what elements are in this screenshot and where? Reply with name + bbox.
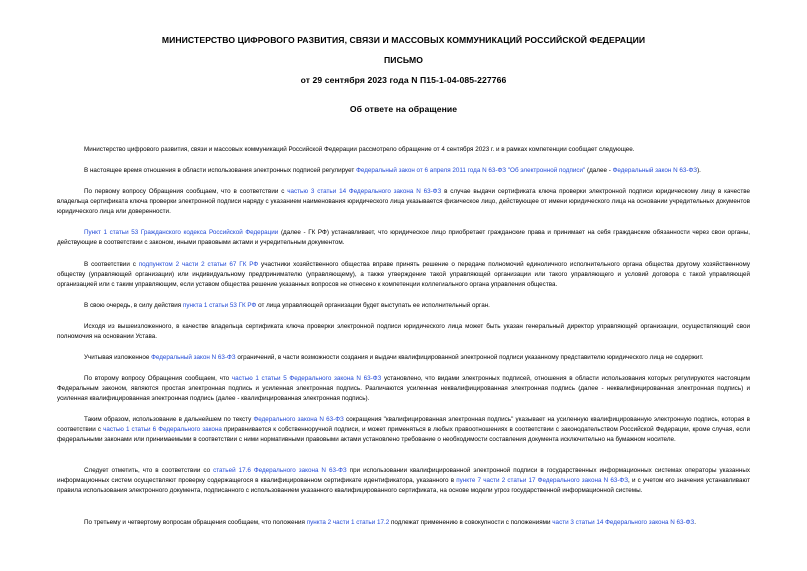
legal-reference-link[interactable]: частью 3 статьи 14 Федерального закона N 63-ФЗ	[287, 188, 442, 195]
paragraph	[57, 187, 750, 217]
paragraph-text: Исходя из вышеизложенного, в качестве владельца сертификата ключа проверки электронной подписи юридического лица может быть указан генеральный директор управляющей организации, осуществляющий свои полномочия на основании Устава.	[57, 323, 750, 340]
paragraph	[57, 166, 750, 176]
legal-reference-link[interactable]: частью 1 статьи 5 Федерального закона N 63-ФЗ	[231, 375, 382, 382]
paragraph-text: подлежат применению в совокупности с положениями	[389, 519, 553, 526]
paragraph-text: По первому вопросу Обращения сообщаем, что в соответствии с	[84, 188, 288, 195]
legal-reference-link[interactable]: статьей 17.6 Федерального закона N 63-ФЗ	[213, 467, 347, 474]
legal-reference-link[interactable]: Пункт 1 статьи 53 Гражданского кодекса Российской Федерации	[84, 229, 279, 236]
paragraph-text: ограничений, в части возможности создания и выдачи квалифицированной электронной подписи указанному представителю юридического лица не содержит.	[235, 354, 704, 361]
paragraph-text: (далее - ГК РФ) устанавливает, что юридическое лицо приобретает гражданские права и принимает на себя гражданские обязанности через свои органы, действующие в соответствии с законом, иными правовыми актами и учредительным документом.	[57, 229, 750, 246]
legal-reference-link[interactable]: Федеральный закон N 63-ФЗ	[151, 354, 236, 361]
paragraph-text: Учитывая изложенное	[84, 354, 152, 361]
paragraph-text: Таким образом, использование в дальнейшем по тексту	[84, 416, 254, 423]
paragraph-text: В настоящее время отношения в области использования электронных подписей регулирует	[84, 167, 357, 174]
paragraph	[57, 301, 750, 311]
paragraph-text: сокращения "квалифицированная электронная подпись" указывает на усиленную квалифицированную электронную подпись, которая в соответствии с	[57, 416, 750, 433]
paragraph	[57, 518, 750, 528]
paragraph-text: По третьему и четвертому вопросам обращения сообщаем, что положения	[84, 519, 307, 526]
paragraph	[57, 466, 750, 496]
legal-reference-link[interactable]: части 3 статьи 14 Федерального закона N 63-ФЗ	[552, 519, 695, 526]
paragraph-text: участники хозяйственного общества вправе принять решение о передаче полномочий единоличного исполнительного органа общества другому хозяйственному обществу (управляющей организации) или индивидуальному предпринимателю (управляющему), а также утверждение такой управляющей организации или такого управляющего и условий договора с такой управляющей организацией или с таким управляющим, если уставом общества решение указанных вопросов не отнесено к компетенции коллегиального органа управления общества.	[57, 261, 751, 288]
paragraph-text: В свою очередь, в силу действия	[84, 302, 183, 309]
legal-reference-link[interactable]: пункте 7 части 2 статьи 17 Федерального закона N 63-ФЗ	[456, 477, 629, 484]
document-date-number: от 29 сентября 2023 года N П15-1-04-085-227766	[300, 75, 507, 85]
paragraph	[57, 353, 750, 363]
paragraph-text: , и с учетом его значения устанавливают правила использования электронного документа, подписанного с использованием указанного квалифицированного сертификата, на основе модели угроз государственной информационной системы.	[57, 477, 751, 494]
paragraph	[57, 260, 750, 290]
paragraph	[57, 322, 750, 342]
paragraph-text: (далее -	[585, 167, 613, 174]
paragraph	[57, 145, 750, 155]
paragraph-text: от лица управляющей организации будет выступать ее исполнительный орган.	[256, 302, 490, 309]
paragraph	[57, 415, 750, 445]
document-type: ПИСЬМО	[384, 55, 423, 65]
paragraph-text: установлено, что видами электронных подписей, отношения в области использования которых регулируются настоящим Федеральным законом, являются простая электронная подпись и усиленная электронная подпись. Различаются усиленная неквалифицированная электронная подпись (далее - неквалифицированная электронная подпись) и усиленная квалифицированная электронная подпись (далее - квалифицированная электронная подпись).	[57, 375, 751, 402]
paragraph-text: при использовании квалифицированной электронной подписи в государственных информационных системах операторы указанных информационных систем осуществляют проверку содержащегося в квалифицированном сертификате идентификатора, указанного в	[57, 467, 750, 484]
ministry-heading: МИНИСТЕРСТВО ЦИФРОВОГО РАЗВИТИЯ, СВЯЗИ И МАССОВЫХ КОММУНИКАЦИЙ РОССИЙСКОЙ ФЕДЕРАЦИИ	[161, 35, 646, 45]
paragraph	[57, 228, 750, 248]
legal-reference-link[interactable]: пункта 2 части 1 статьи 17.2	[306, 519, 390, 526]
paragraph-text: .	[694, 519, 696, 526]
legal-reference-link[interactable]: пункта 1 статьи 53 ГК РФ	[182, 302, 257, 309]
document-subject: Об ответе на обращение	[349, 104, 458, 114]
legal-reference-link[interactable]: подпунктом 2 части 2 статьи 67 ГК РФ	[138, 261, 259, 268]
legal-reference-link[interactable]: частью 1 статьи 6 Федерального закона	[103, 426, 222, 433]
legal-reference-link[interactable]: Федеральный закон от 6 апреля 2011 года N 63-ФЗ "Об электронной подписи"	[356, 167, 586, 174]
paragraph-text: В соответствии с	[84, 261, 139, 268]
paragraph-text: ).	[697, 167, 701, 174]
legal-reference-link[interactable]: Федерального закона N 63-ФЗ	[253, 416, 344, 423]
paragraph	[57, 374, 750, 404]
legal-reference-link[interactable]: Федеральный закон N 63-ФЗ	[612, 167, 698, 174]
paragraph-text: По второму вопросу Обращения сообщаем, что	[84, 375, 232, 382]
paragraph-text: Следует отметить, что в соответствии со	[84, 467, 214, 474]
paragraph-text: приравнивается к собственноручной подписи, и может применяться в любых правоотношениях в соответствии с законодательством Российской Федерации, кроме случая, если федеральными законами или принимаемыми в соответствии с ними нормативными правовыми актами установлено требование о необходимости составления документа исключительно на бумажном носителе.	[57, 426, 750, 443]
paragraph-text: в случае выдачи сертификата ключа проверки электронной подписи юридическому лицу в качестве владельца сертификата ключа проверки электронной подписи наряду с указанием наименования юридического лица указывается физическое лицо, действующее от имени юридического лица на основании учредительных документов юридического лица или доверенности.	[57, 188, 750, 215]
paragraph-text: Министерство цифрового развития, связи и массовых коммуникаций Российской Федерации рассмотрело обращение от 4 сентября 2023 г. и в рамках компетенции сообщает следующее.	[84, 146, 635, 153]
